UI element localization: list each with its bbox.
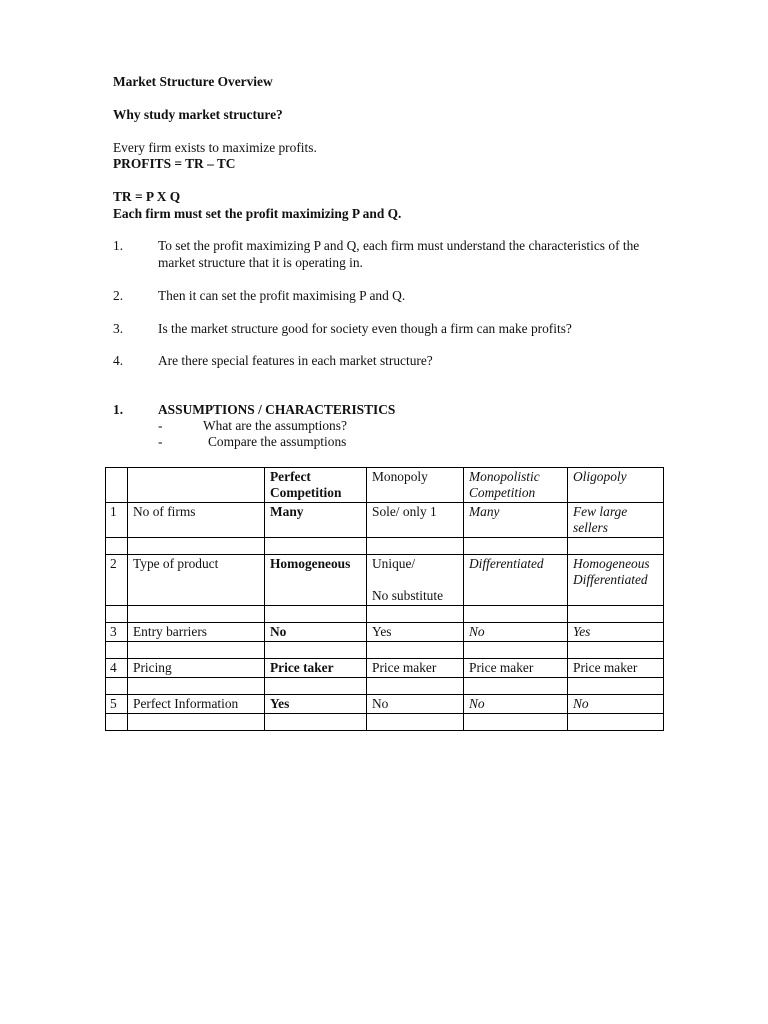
list-item-number: 4. [113,353,124,368]
table-spacer-row [106,678,664,695]
must-set-statement: Each firm must set the profit maximizing P and Q. [113,206,402,221]
list-item-number: 3. [113,321,124,336]
cell-monopoly [367,555,464,606]
table-spacer-row [106,606,664,623]
row-number: 4 [106,659,128,678]
bullet-text: Compare the assumptions [208,434,347,449]
header-oligopoly: Oligopoly [568,468,664,503]
row-number: 2 [106,555,128,606]
list-item-text: Is the market structure good for society even though a firm can make profits? [158,321,572,336]
doc-title: Market Structure Overview [113,74,273,89]
bullet-dash: - [158,418,163,433]
header-monopolistic-competition: Monopolistic Competition [464,468,568,503]
row-number: 5 [106,695,128,714]
table-cell [128,468,265,503]
cell-monopoly: Yes [367,623,464,642]
row-label: Perfect Information [128,695,265,714]
profits-equation: PROFITS = TR – TC [113,156,236,171]
table-spacer-row [106,642,664,659]
cell-monopolistic-competition: Price maker [464,659,568,678]
row-label: Entry barriers [128,623,265,642]
cell-monopoly-line1: Unique/ [372,556,416,571]
table-row [106,659,664,678]
cell-monopoly: Sole/ only 1 [367,503,464,538]
cell-oligopoly: Homogeneous Differentiated [568,555,664,606]
cell-monopolistic-competition: No [464,695,568,714]
cell-monopoly: No [367,695,464,714]
cell-monopoly-line2: No substitute [372,588,444,603]
section-heading: ASSUMPTIONS / CHARACTERISTICS [158,402,396,417]
table-spacer-row [106,538,664,555]
list-item-text: Then it can set the profit maximising P and Q. [158,288,406,303]
tr-equation: TR = P X Q [113,189,181,204]
row-label: Pricing [128,659,265,678]
cell-perfect-competition: Many [265,503,367,538]
row-number: 3 [106,623,128,642]
table-row [106,623,664,642]
cell-oligopoly: Few large sellers [568,503,664,538]
cell-oligopoly: Price maker [568,659,664,678]
row-label: No of firms [128,503,265,538]
cell-monopolistic-competition: No [464,623,568,642]
bullet-dash: - [158,434,163,449]
list-item-text: To set the profit maximizing P and Q, each firm must understand the characteristics of the market structure that it is operating in. [158,238,640,270]
table-header-row [106,468,664,503]
header-perfect-competition: Perfect Competition [265,468,367,503]
list-item-text: Are there special features in each market structure? [158,353,433,368]
cell-monopolistic-competition: Many [464,503,568,538]
list-item-number: 2. [113,288,124,303]
section-question: Why study market structure? [113,107,283,122]
table-row [106,503,664,538]
cell-oligopoly: Yes [568,623,664,642]
table-row [106,695,664,714]
market-structure-table [105,467,664,731]
section-number: 1. [113,402,124,417]
list-item-number: 1. [113,238,124,253]
bullet-text: What are the assumptions? [203,418,347,433]
cell-perfect-competition: Yes [265,695,367,714]
cell-perfect-competition: Homogeneous [265,555,367,606]
cell-perfect-competition: No [265,623,367,642]
table-cell [106,468,128,503]
cell-monopolistic-competition: Differentiated [464,555,568,606]
row-label: Type of product [128,555,265,606]
table-row [106,555,664,606]
intro-text: Every firm exists to maximize profits. [113,140,317,155]
row-number: 1 [106,503,128,538]
cell-monopoly: Price maker [367,659,464,678]
cell-perfect-competition: Price taker [265,659,367,678]
cell-oligopoly: No [568,695,664,714]
header-monopoly: Monopoly [367,468,464,503]
table-spacer-row [106,714,664,731]
